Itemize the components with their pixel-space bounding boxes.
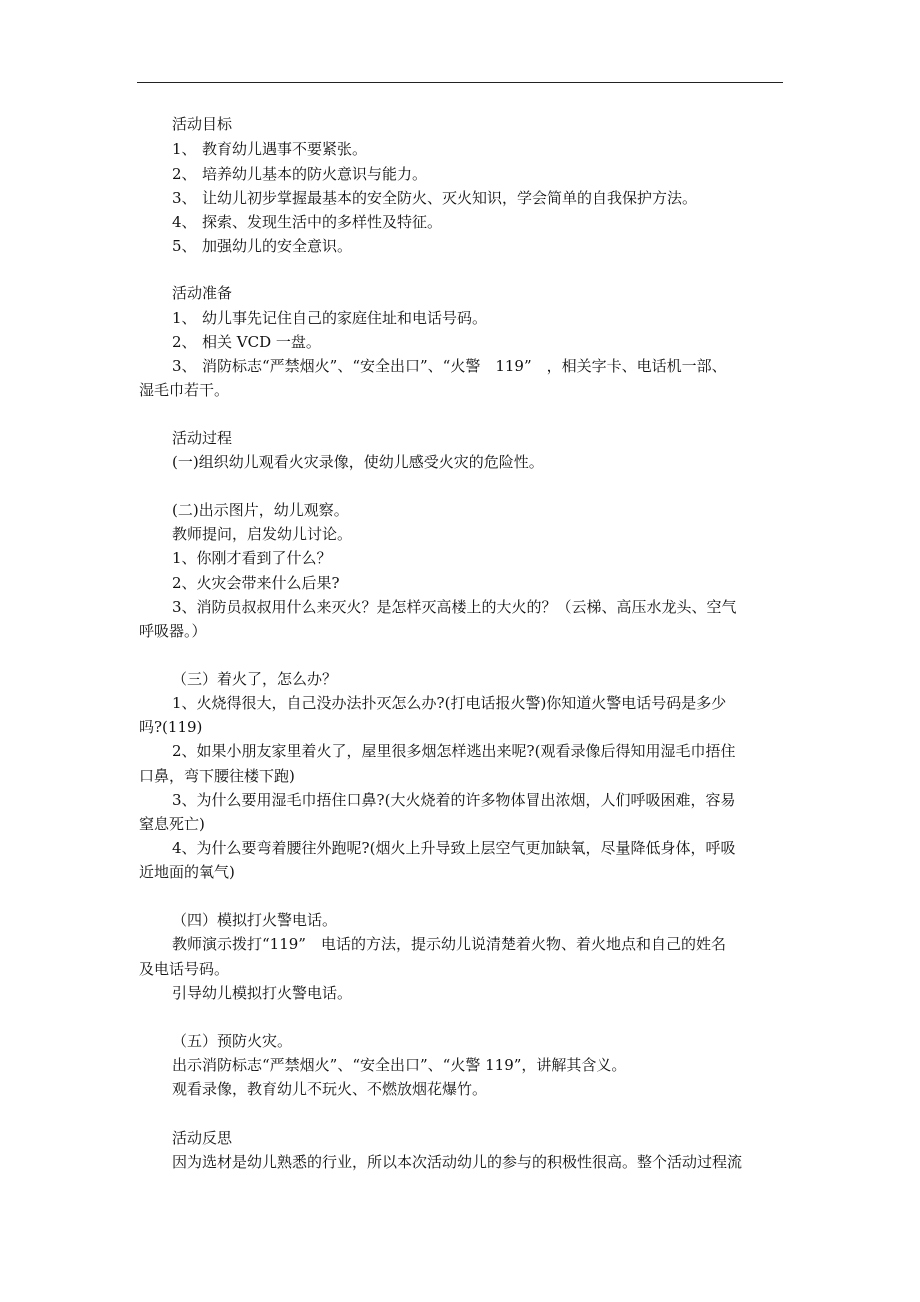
process-step-1: (一)组织幼儿观看火灾录像，使幼儿感受火灾的危险性。 xyxy=(172,453,544,471)
prep-num: 1、 xyxy=(172,309,197,327)
prep-item xyxy=(172,308,487,328)
goal-item xyxy=(172,139,367,159)
process-step-2-q3-continuation: 呼吸器。） xyxy=(139,622,207,640)
goal-text: 让幼儿初步掌握最基本的安全防火、灭火知识，学会简单的自我保护方法。 xyxy=(202,189,698,207)
process-step-2-q1: 1、你刚才看到了什么？ xyxy=(172,549,332,567)
goal-num: 1、 xyxy=(172,140,197,158)
prep-text: 幼儿事先记住自己的家庭住址和电话号码。 xyxy=(202,309,488,327)
goal-num: 4、 xyxy=(172,213,197,231)
process-step-3-q2-continuation: 口鼻，弯下腰往楼下跑) xyxy=(139,767,295,785)
goal-text: 加强幼儿的安全意识。 xyxy=(202,237,353,255)
prep-text: 相关 VCD 一盘。 xyxy=(202,333,321,351)
prep-num: 3、 xyxy=(172,357,197,375)
reflection-line-1: 因为选材是幼儿熟悉的行业，所以本次活动幼儿的参与的积极性很高。整个活动过程流 xyxy=(172,1153,743,1171)
header-rule xyxy=(137,82,783,83)
prep-heading: 活动准备 xyxy=(172,284,233,302)
process-step-4-line-1-continuation: 及电话号码。 xyxy=(139,960,230,978)
goal-num: 2、 xyxy=(172,165,197,183)
process-step-5-line-1: 出示消防标志“严禁烟火”、“安全出口”、“火警 119”，讲解其含义。 xyxy=(172,1056,627,1074)
goal-text: 探索、发现生活中的多样性及特征。 xyxy=(202,213,443,231)
process-step-3-title: （三）着火了，怎么办？ xyxy=(172,670,338,688)
prep-num: 2、 xyxy=(172,333,197,351)
goal-item xyxy=(172,212,442,232)
process-step-3-q4-continuation: 近地面的氧气) xyxy=(139,863,235,881)
goal-num: 3、 xyxy=(172,189,197,207)
process-step-5-title: （五）预防火灾。 xyxy=(172,1032,293,1050)
goal-text: 培养幼儿基本的防火意识与能力。 xyxy=(202,165,428,183)
process-step-2-intro: 教师提问，启发幼儿讨论。 xyxy=(172,525,353,543)
process-step-2-q3: 3、消防员叔叔用什么来灭火？是怎样灭高楼上的大火的？（云梯、高压水龙头、空气 xyxy=(172,598,737,616)
process-step-4-title: （四）模拟打火警电话。 xyxy=(172,911,338,929)
goal-item xyxy=(172,164,427,184)
prep-item xyxy=(172,332,321,352)
process-heading: 活动过程 xyxy=(172,429,233,447)
process-step-3-q1-continuation: 吗?(119) xyxy=(139,718,203,736)
process-step-4-line-1: 教师演示拨打“119” 电话的方法，提示幼儿说清楚着火物、着火地点和自己的姓名 xyxy=(172,935,726,953)
prep-item-continuation: 湿毛巾若干。 xyxy=(139,381,230,399)
process-step-3-q3-continuation: 窒息死亡) xyxy=(139,815,205,833)
goal-text: 教育幼儿遇事不要紧张。 xyxy=(202,140,368,158)
process-step-2-q2: 2、火灾会带来什么后果? xyxy=(172,574,340,592)
process-step-3-q1: 1、火烧得很大，自己没办法扑灭怎么办?(打电话报火警)你知道火警电话号码是多少 xyxy=(172,694,727,712)
prep-text: 消防标志“严禁烟火”、“安全出口”、“火警 119” ，相关字卡、电话机一部、 xyxy=(202,357,727,375)
process-step-3-q3: 3、为什么要用湿毛巾捂住口鼻?(大火烧着的许多物体冒出浓烟，人们呼吸困难，容易 xyxy=(172,791,736,809)
reflection-heading: 活动反思 xyxy=(172,1129,233,1147)
goal-item xyxy=(172,188,697,208)
goal-item xyxy=(172,236,352,256)
goal-num: 5、 xyxy=(172,237,197,255)
process-step-3-q4: 4、为什么要弯着腰往外跑呢?(烟火上升导致上层空气更加缺氧，尽量降低身体，呼吸 xyxy=(172,839,736,857)
process-step-4-line-2: 引导幼儿模拟打火警电话。 xyxy=(172,984,353,1002)
process-step-5-line-2: 观看录像，教育幼儿不玩火、不燃放烟花爆竹。 xyxy=(172,1080,488,1098)
process-step-3-q2: 2、如果小朋友家里着火了，屋里很多烟怎样逃出来呢?(观看录像后得知用湿毛巾捂住 xyxy=(172,742,736,760)
process-step-2-title: (二)出示图片，幼儿观察。 xyxy=(172,501,349,519)
goals-heading: 活动目标 xyxy=(172,115,233,133)
prep-item xyxy=(172,356,727,376)
